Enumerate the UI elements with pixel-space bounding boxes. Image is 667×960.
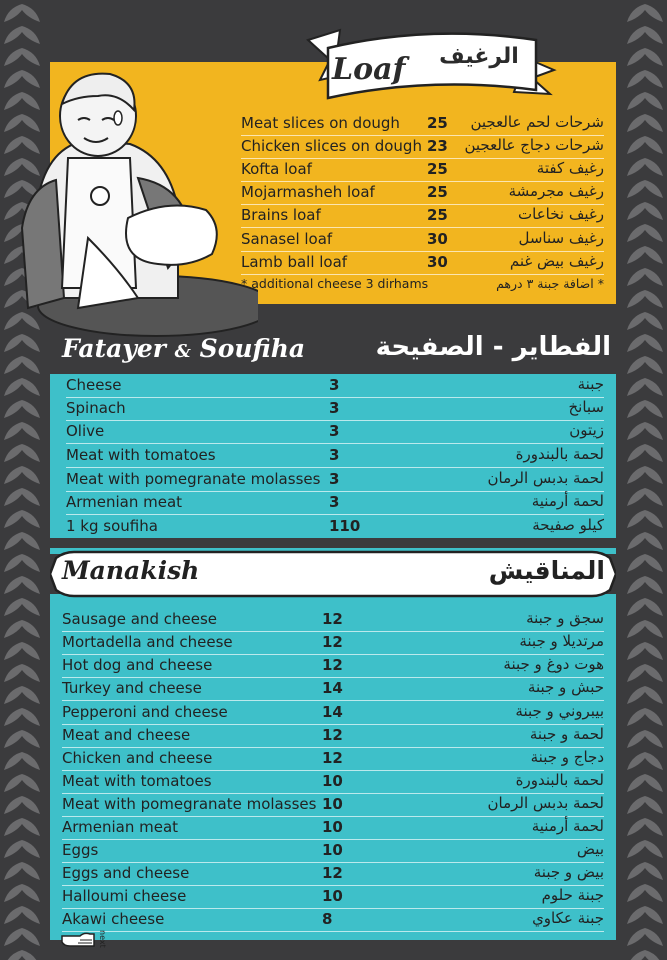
leaf-icon <box>645 488 663 506</box>
item-price: 3 <box>329 493 340 511</box>
leaf-icon <box>4 444 22 462</box>
item-price: 12 <box>322 633 343 651</box>
leaf-icon <box>645 928 663 946</box>
item-name-en: Kofta loaf <box>241 160 312 178</box>
list-item <box>66 491 604 515</box>
leaf-icon <box>22 620 40 638</box>
leaf-icon <box>645 686 663 704</box>
list-item <box>62 677 604 701</box>
item-name-en: Eggs and cheese <box>62 864 190 882</box>
leaf-icon <box>627 928 645 946</box>
leaf-icon <box>22 378 40 396</box>
item-name-ar: لحمة بدبس الرمان <box>487 469 604 487</box>
leaf-icon <box>4 818 22 836</box>
leaf-icon <box>627 862 645 880</box>
leaf-icon <box>645 510 663 528</box>
list-item <box>241 112 604 136</box>
leaf-icon <box>22 928 40 946</box>
leaf-icon <box>627 356 645 374</box>
item-name-ar: لحمة بدبس الرمان <box>487 794 604 812</box>
item-name-en: Spinach <box>66 399 126 417</box>
item-name-en: Brains loaf <box>241 206 321 224</box>
leaf-icon <box>627 554 645 572</box>
leaf-icon <box>645 576 663 594</box>
leaf-icon <box>22 488 40 506</box>
leaf-icon <box>22 950 40 960</box>
leaf-icon <box>645 290 663 308</box>
leaf-icon <box>627 70 645 88</box>
list-item <box>62 654 604 678</box>
leaf-icon <box>627 224 645 242</box>
item-price: 3 <box>329 376 340 394</box>
item-name-ar: زيتون <box>569 421 604 439</box>
leaf-icon <box>22 884 40 902</box>
item-price: 3 <box>329 399 340 417</box>
leaf-icon <box>22 598 40 616</box>
leaf-icon <box>627 92 645 110</box>
leaf-icon <box>4 466 22 484</box>
leaf-icon <box>4 576 22 594</box>
leaf-icon <box>645 532 663 550</box>
item-name-en: Akawi cheese <box>62 910 165 928</box>
item-name-en: Meat with pomegranate molasses <box>66 470 321 488</box>
manakish-title-ar: المناقيش <box>488 556 605 585</box>
list-item <box>66 397 604 421</box>
loaf-title-ar: الرغيف <box>439 44 519 69</box>
leaf-icon <box>645 840 663 858</box>
leaf-icon <box>645 796 663 814</box>
leaf-icon <box>627 48 645 66</box>
list-item <box>66 420 604 444</box>
item-name-en: Olive <box>66 422 105 440</box>
leaf-icon <box>4 422 22 440</box>
leaf-icon <box>627 730 645 748</box>
leaf-icon <box>4 378 22 396</box>
item-price: 30 <box>427 253 448 271</box>
leaf-icon <box>645 92 663 110</box>
item-price: 23 <box>427 137 448 155</box>
leaf-icon <box>645 400 663 418</box>
item-name-ar: لحمة و جبنة <box>529 725 604 743</box>
leaf-icon <box>627 774 645 792</box>
leaf-icon <box>645 598 663 616</box>
item-name-ar: شرحات دجاج عالعجين <box>464 136 604 154</box>
leaf-icon <box>627 202 645 220</box>
item-price: 25 <box>427 183 448 201</box>
item-price: 10 <box>322 841 343 859</box>
baker-woman-illustration <box>18 68 258 338</box>
item-name-en: Meat with tomatoes <box>66 446 216 464</box>
item-name-en: Chicken and cheese <box>62 749 213 767</box>
item-name-en: Eggs <box>62 841 99 859</box>
item-name-en: Chicken slices on dough <box>241 137 422 155</box>
list-item <box>66 444 604 468</box>
leaf-icon <box>4 26 22 44</box>
list-item <box>62 631 604 655</box>
fatayer-title-ar: الفطاير - الصفيحة <box>375 332 611 362</box>
leaf-icon <box>22 510 40 528</box>
leaf-icon <box>627 598 645 616</box>
leaf-icon <box>645 4 663 22</box>
leaf-icon <box>645 180 663 198</box>
leaf-icon <box>645 422 663 440</box>
item-name-ar: رغيف بيض غنم <box>509 252 604 270</box>
item-name-ar: جبنة عكاوي <box>532 909 604 927</box>
leaf-icon <box>4 48 22 66</box>
item-price: 10 <box>322 818 343 836</box>
item-name-en: Meat with tomatoes <box>62 772 212 790</box>
item-price: 10 <box>322 887 343 905</box>
item-name-en: Armenian meat <box>62 818 179 836</box>
list-item <box>62 793 604 817</box>
item-name-en: Mortadella and cheese <box>62 633 233 651</box>
item-name-ar: رغيف مجرمشة <box>508 182 604 200</box>
leaf-icon <box>627 708 645 726</box>
leaf-icon <box>645 26 663 44</box>
leaf-icon <box>627 818 645 836</box>
leaf-icon <box>4 686 22 704</box>
leaf-icon <box>22 532 40 550</box>
leaf-icon <box>645 378 663 396</box>
leaf-icon <box>4 708 22 726</box>
leaf-icon <box>22 774 40 792</box>
leaf-icon <box>645 136 663 154</box>
item-price: 3 <box>329 422 340 440</box>
leaf-icon <box>4 510 22 528</box>
item-name-en: Sanasel loaf <box>241 230 333 248</box>
leaf-icon <box>4 488 22 506</box>
list-item <box>62 724 604 748</box>
item-price: 14 <box>322 679 343 697</box>
leaf-icon <box>627 378 645 396</box>
leaf-icon <box>627 268 645 286</box>
item-price: 12 <box>322 749 343 767</box>
leaf-icon <box>22 862 40 880</box>
leaf-icon <box>4 950 22 960</box>
leaf-icon <box>645 774 663 792</box>
leaf-icon <box>22 730 40 748</box>
item-name-en: Mojarmasheh loaf <box>241 183 375 201</box>
item-name-ar: لحمة بالبندورة <box>515 771 604 789</box>
leaf-icon <box>627 180 645 198</box>
leaf-icon <box>22 642 40 660</box>
list-item <box>62 701 604 725</box>
leaf-icon <box>627 664 645 682</box>
leaf-icon <box>645 730 663 748</box>
item-name-ar: لحمة أرمنية <box>531 492 604 510</box>
item-name-ar: بيض <box>576 840 604 858</box>
item-price: 12 <box>322 864 343 882</box>
list-item <box>241 251 604 275</box>
leaf-icon <box>627 488 645 506</box>
item-name-ar: جبنة حلوم <box>541 886 604 904</box>
leaf-icon <box>22 796 40 814</box>
item-name-en: Meat with pomegranate molasses <box>62 795 317 813</box>
item-name-en: Halloumi cheese <box>62 887 187 905</box>
leaf-icon <box>4 532 22 550</box>
list-item <box>66 515 604 538</box>
leaf-icon <box>627 136 645 154</box>
item-name-ar: حبش و جبنة <box>527 678 604 696</box>
item-price: 12 <box>322 656 343 674</box>
loaf-title-en: Loaf <box>332 52 406 87</box>
leaf-icon <box>22 444 40 462</box>
manakish-title-en: Manakish <box>62 556 200 585</box>
leaf-icon <box>627 334 645 352</box>
list-item <box>62 908 604 932</box>
item-price: 25 <box>427 206 448 224</box>
leaf-icon <box>627 620 645 638</box>
leaf-icon <box>645 224 663 242</box>
item-name-ar: جبنة <box>577 375 604 393</box>
list-item <box>241 181 604 205</box>
item-name-en: Turkey and cheese <box>62 679 202 697</box>
leaf-icon <box>645 664 663 682</box>
leaf-icon <box>627 246 645 264</box>
leaf-icon <box>22 48 40 66</box>
item-price: 12 <box>322 610 343 628</box>
item-price: 10 <box>322 772 343 790</box>
item-price: 110 <box>329 517 361 535</box>
item-name-en: Sausage and cheese <box>62 610 217 628</box>
leaf-icon <box>645 950 663 960</box>
list-item <box>241 228 604 252</box>
item-name-en: 1 kg soufiha <box>66 517 158 535</box>
leaf-icon <box>627 840 645 858</box>
loaf-note-ar: * اضافة جبنة ٣ درهم <box>496 276 604 291</box>
item-name-ar: كيلو صفيحة <box>532 516 604 534</box>
item-name-ar: بيبروني و جبنة <box>515 702 604 720</box>
leaf-icon <box>645 554 663 572</box>
item-price: 12 <box>322 726 343 744</box>
item-name-en: Armenian meat <box>66 493 183 511</box>
list-item <box>62 839 604 863</box>
item-price: 3 <box>329 470 340 488</box>
leaf-icon <box>645 818 663 836</box>
leaf-icon <box>22 422 40 440</box>
leaf-icon <box>645 268 663 286</box>
leaf-icon <box>627 26 645 44</box>
leaf-icon <box>22 466 40 484</box>
leaf-icon <box>22 664 40 682</box>
item-name-ar: بيض و جبنة <box>533 863 604 881</box>
list-item <box>62 747 604 771</box>
list-item <box>62 862 604 886</box>
leaf-icon <box>22 356 40 374</box>
pointing-hand-icon[interactable] <box>60 930 116 950</box>
leaf-icon <box>22 752 40 770</box>
item-name-en: Cheese <box>66 376 122 394</box>
leaf-icon <box>645 158 663 176</box>
item-name-ar: رغيف سناسل <box>518 229 604 247</box>
leaf-icon <box>645 334 663 352</box>
item-name-ar: رغيف نخاعات <box>518 205 604 223</box>
leaf-icon <box>645 466 663 484</box>
leaf-icon <box>4 752 22 770</box>
list-item <box>66 468 604 492</box>
fatayer-title-part-1: Fatayer <box>62 334 166 363</box>
list-item <box>241 158 604 182</box>
leaf-icon <box>4 598 22 616</box>
leaf-icon <box>627 422 645 440</box>
leaf-icon <box>627 532 645 550</box>
leaf-icon <box>627 4 645 22</box>
leaf-icon <box>627 950 645 960</box>
leaf-icon <box>627 466 645 484</box>
leaf-icon <box>645 752 663 770</box>
leaf-icon <box>645 884 663 902</box>
leaf-icon <box>627 884 645 902</box>
list-item <box>66 374 604 398</box>
fatayer-title-part-2: Soufiha <box>199 334 306 363</box>
leaf-icon <box>627 114 645 132</box>
leaf-icon <box>4 774 22 792</box>
leaf-icon <box>645 642 663 660</box>
leaf-icon <box>645 620 663 638</box>
leaf-icon <box>4 928 22 946</box>
item-name-ar: رغيف كفتة <box>536 159 604 177</box>
leaf-icon <box>4 664 22 682</box>
leaf-icon <box>645 862 663 880</box>
item-name-ar: سجق و جبنة <box>526 609 604 627</box>
leaf-icon <box>645 312 663 330</box>
item-price: 3 <box>329 446 340 464</box>
loaf-note <box>241 276 604 296</box>
leaf-icon <box>645 444 663 462</box>
list-item <box>241 204 604 228</box>
leaf-icon <box>22 818 40 836</box>
leaf-icon <box>22 26 40 44</box>
leaf-icon <box>645 906 663 924</box>
leaf-icon <box>645 48 663 66</box>
item-name-ar: سبانخ <box>568 398 604 416</box>
leaf-icon <box>22 576 40 594</box>
fatayer-title-amp: & <box>174 341 191 362</box>
item-price: 14 <box>322 703 343 721</box>
item-name-ar: مرتديلا و جبنة <box>519 632 604 650</box>
list-item <box>62 608 604 632</box>
list-item <box>62 816 604 840</box>
leaf-icon <box>627 400 645 418</box>
leaf-icon <box>627 312 645 330</box>
leaf-icon <box>22 906 40 924</box>
leaf-icon <box>627 510 645 528</box>
leaf-icon <box>627 752 645 770</box>
item-price: 30 <box>427 230 448 248</box>
item-name-ar: هوت دوغ و جبنة <box>503 655 604 673</box>
leaf-icon <box>4 862 22 880</box>
item-price: 25 <box>427 114 448 132</box>
leaf-icon <box>627 290 645 308</box>
leaf-icon <box>627 686 645 704</box>
leaf-icon <box>4 4 22 22</box>
leaf-icon <box>645 70 663 88</box>
leaf-icon <box>627 444 645 462</box>
leaf-icon <box>4 906 22 924</box>
item-name-en: Meat and cheese <box>62 726 191 744</box>
leaf-icon <box>627 796 645 814</box>
list-item <box>241 135 604 159</box>
leaf-icon <box>22 840 40 858</box>
loaf-note-en: * additional cheese 3 dirhams <box>241 276 429 291</box>
leaf-icon <box>627 906 645 924</box>
fatayer-title-en <box>62 334 305 363</box>
item-name-ar: لحمة بالبندورة <box>515 445 604 463</box>
item-price: 25 <box>427 160 448 178</box>
leaf-icon <box>22 400 40 418</box>
leaf-icon <box>645 202 663 220</box>
item-name-ar: لحمة أرمنية <box>531 817 604 835</box>
leaf-icon <box>4 642 22 660</box>
list-item <box>62 770 604 794</box>
leaf-icon <box>4 796 22 814</box>
item-name-en: Pepperoni and cheese <box>62 703 228 721</box>
leaf-icon <box>22 4 40 22</box>
leaf-icon <box>22 686 40 704</box>
item-name-en: Lamb ball loaf <box>241 253 348 271</box>
leaf-icon <box>627 576 645 594</box>
item-price: 8 <box>322 910 333 928</box>
leaf-icon <box>627 642 645 660</box>
leaf-icon <box>645 708 663 726</box>
leaf-icon <box>4 840 22 858</box>
item-name-en: Meat slices on dough <box>241 114 400 132</box>
leaf-icon <box>645 246 663 264</box>
leaf-icon <box>22 708 40 726</box>
leaf-icon <box>645 356 663 374</box>
leaf-icon <box>4 554 22 572</box>
leaf-icon <box>627 158 645 176</box>
leaf-icon <box>4 356 22 374</box>
leaf-icon <box>4 884 22 902</box>
leaf-icon <box>645 114 663 132</box>
item-name-ar: شرحات لحم عالعجين <box>470 113 604 131</box>
item-name-en: Hot dog and cheese <box>62 656 213 674</box>
list-item <box>62 885 604 909</box>
item-name-ar: دجاج و جبنة <box>530 748 604 766</box>
next-label[interactable]: next <box>98 930 107 948</box>
leaf-icon <box>22 554 40 572</box>
leaf-icon <box>4 400 22 418</box>
item-price: 10 <box>322 795 343 813</box>
leaf-icon <box>4 620 22 638</box>
right-leaf-border-icon <box>623 0 667 960</box>
leaf-icon <box>4 730 22 748</box>
